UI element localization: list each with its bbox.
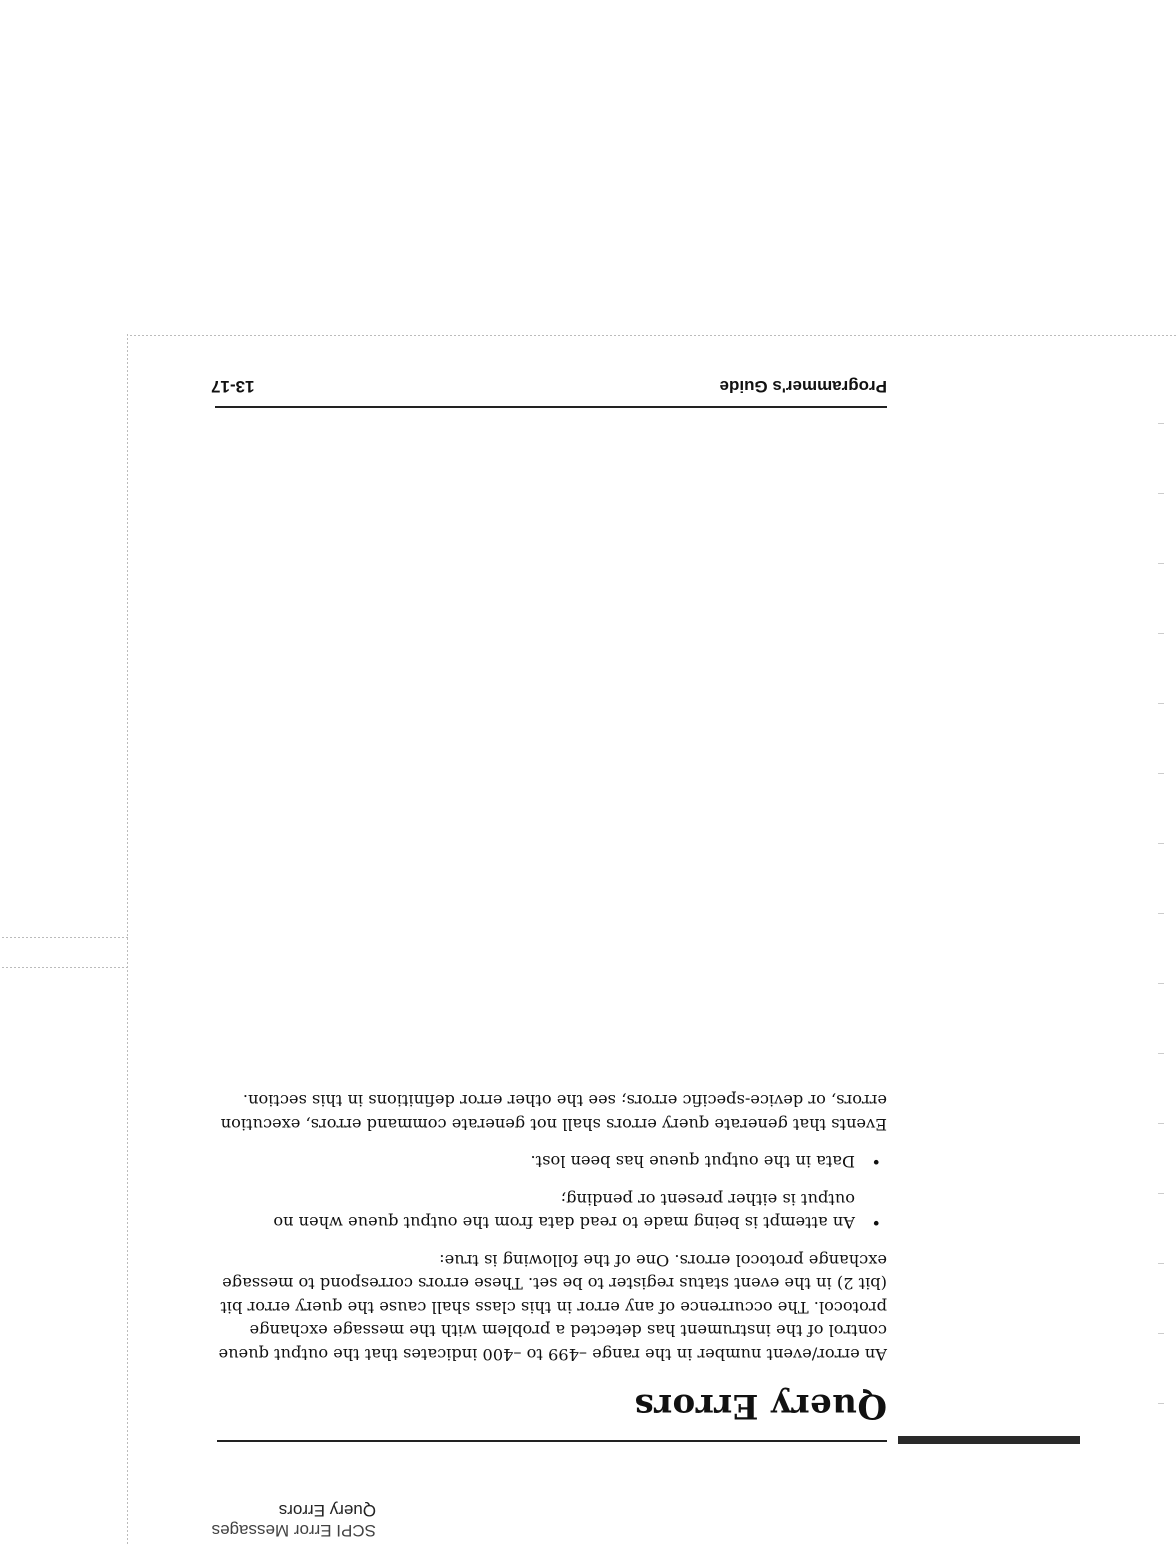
page-number: 13-17 <box>211 377 255 396</box>
list-item: • Data in the output queue has been lost. <box>217 1150 887 1174</box>
condition-list <box>217 1150 887 1235</box>
chapter-tab-bar <box>898 1436 1080 1444</box>
header-rule <box>217 1440 887 1442</box>
running-head-section: Query Errors <box>278 1501 376 1520</box>
running-head <box>76 1500 376 1540</box>
scan-edge-horizontal <box>0 937 128 938</box>
binding-marks <box>1158 404 1164 1404</box>
body-text <box>217 1075 887 1366</box>
footer-rule <box>215 406 887 408</box>
footer-guide-title: Programmer's Guide <box>719 377 887 396</box>
closing-paragraph: Events that generate query errors shall not generate command errors, execution errors, or device-specific errors; see the other error definitions in this section. <box>220 1091 887 1134</box>
scan-edge-horizontal <box>0 967 128 968</box>
intro-paragraph: An error/event number in the range –499 to –400 indicates that the output queue control of the instrument has detected a problem with the message exchange protocol. The occurrence of any error in this class shall cause the query error bit (bit 2) in the event status register to be set. These errors correspond to message exchange protocol errors. One of the following is true: <box>218 1251 887 1364</box>
scan-edge-horizontal <box>128 335 1176 336</box>
running-head-chapter: SCPI Error Messages <box>211 1521 376 1540</box>
scan-edge-vertical <box>127 334 128 1544</box>
section-title: Query Errors <box>634 1386 887 1426</box>
list-item: • An attempt is being made to read data from the output queue when no output is either present or pending; <box>217 1188 887 1235</box>
